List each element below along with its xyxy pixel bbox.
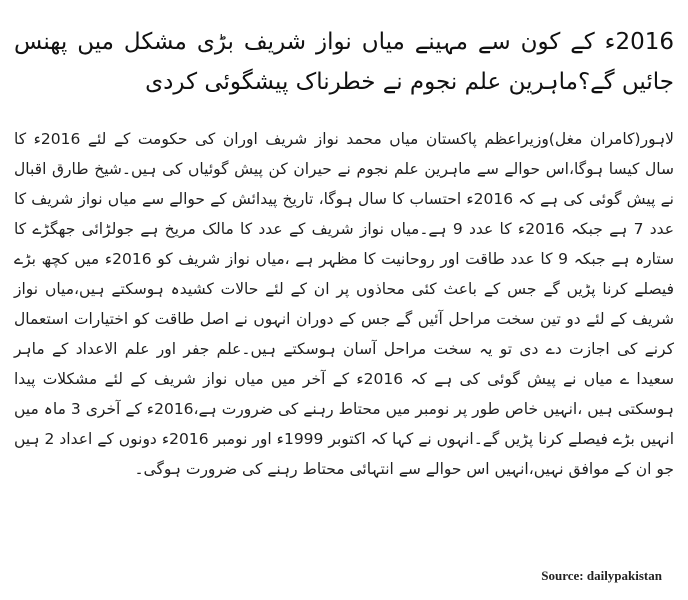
article-body: لاہور(کامران مغل)وزیراعظم پاکستان میاں محمد نواز شریف اوران کی حکومت کے لئے 2016ء کا سال کیسا ہوگا،اس حوالے سے ماہرین علم نجوم نے حیران کن پیش گوئیاں کی ہیں۔شیخ طارق اقبال نے پیش گوئی کی ہے کہ 2016ء احتساب کا سال ہوگا، تاریخ پیدائش کے حوالے سے میاں نواز شریف کا عدد 7 ہے جبکہ 2016ء کا عدد 9 ہے۔میاں نواز شریف کے عدد کا مالک مریخ ہے جولڑائی جھگڑے کا ستارہ ہے جبکہ 9 کا عدد طاقت اور روحانیت کا مظہر ہے ،میاں نواز شریف کو 2016ء میں کچھ بڑے فیصلے کرنا پڑیں گے جس کے باعث کئی محاذوں پر ان کے لئے حالات کشیدہ ہوسکتے ہیں،میاں نواز شریف کے لئے دو تین سخت مراحل آئیں گے جس کے دوران انہوں نے اصل طاقت کو اختیارات استعمال کرنے کی اجازت دے دی تو یہ سخت مراحل آسان ہوسکتے ہیں۔علم جفر اور علم الاعداد کے ماہر سعیدا ے میاں نے پیش گوئی کی ہے کہ 2016ء کے آخر میں میاں نواز شریف کے لئے مشکلات پیدا ہوسکتی ہیں ،انہیں خاص طور پر نومبر میں محتاط رہنے کی ضرورت ہے،2016ء کے آخری 3 ماہ میں انہیں بڑے فیصلے کرنا پڑیں گے۔انہوں نے کہا کہ اکتوبر 1999ء اور نومبر 2016ء دونوں کے اعداد 2 ہیں جو ان کے موافق نہیں،انہیں اس حوالے سے انتہائی محتاط رہنے کی ضرورت ہوگی۔	[14, 130, 675, 478]
article-source: Source: dailypakistan	[541, 568, 662, 583]
article-headline: 2016ء کے کون سے مہینے میاں نواز شریف بڑی مشکل میں پھنس جائیں گے؟ماہرین علم نجوم نے خطرناک پیشگوئی کردی	[14, 29, 674, 95]
news-article	[14, 22, 674, 484]
